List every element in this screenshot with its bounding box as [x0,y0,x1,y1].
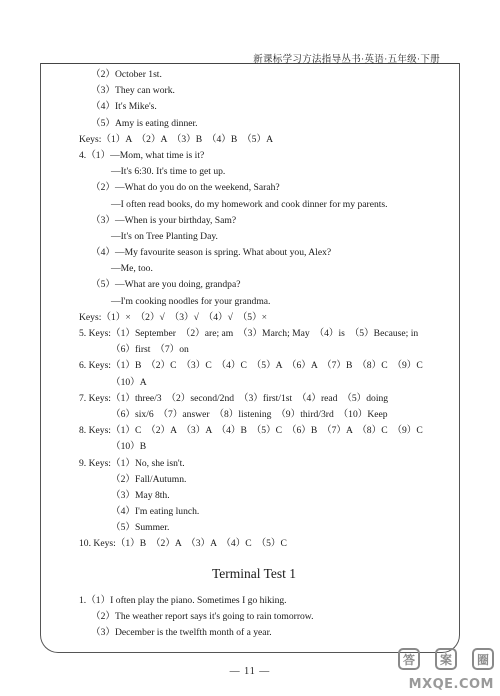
answer-line: （3）—When is your birthday, Sam? [91,214,237,226]
answer-line: 6. Keys:（1）B （2）C （3）C （4）C （5）A （6）A （7）B （8）C （9）C [79,360,423,372]
answer-line: 1.（1）I often play the piano. Sometimes I go hiking. [79,594,287,606]
answer-line: （2）The weather report says it's going to rain tomorrow. [91,610,314,622]
answer-line: （10）B [111,441,147,453]
answer-line: （2）Fall/Autumn. [111,473,187,485]
answer-line: Keys:（1）A （2）A （3）B （4）B （5）A [79,133,274,145]
answer-line: （6）six/6 （7）answer （8）listening （9）third/3rd （10）Keep [111,408,388,420]
answer-line: （6）first （7）on [111,344,189,356]
watermark-site: MXQE.COM [408,677,494,692]
answer-line: —Me, too. [111,263,153,275]
answer-line: （10）A [111,376,147,388]
header-title: 新课标学习方法指导丛书·英语·五年级·下册 [253,55,440,65]
watermark-glyph: 案 [435,648,457,670]
answer-line: （2）October 1st. [91,69,162,80]
answer-line: —I often read books, do my homework and cook dinner for my parents. [111,198,388,210]
watermark-glyph: 答 [398,648,420,670]
page-header [40,0,460,64]
answer-line: —It's on Tree Planting Day. [111,230,218,242]
answer-line: 9. Keys:（1）No, she isn't. [79,457,185,469]
answer-line: （3）They can work. [91,85,175,97]
answer-line: （4）I'm eating lunch. [111,506,200,518]
answer-line: —It's 6:30. It's time to get up. [111,166,226,178]
answer-line: 10. Keys:（1）B （2）A （3）A （4）C （5）C [79,538,287,550]
answer-line: （5）Amy is eating dinner. [91,117,198,129]
answer-line: Keys:（1）× （2）√ （3）√ （4）√ （5）× [79,311,268,323]
page-number: — 11 — [229,666,271,677]
answer-lines [79,67,449,553]
answer-content [79,67,449,641]
watermark-logo [398,648,494,692]
answer-line: —I'm cooking noodles for your grandma. [111,295,271,307]
answer-line: 7. Keys:（1）three/3 （2）second/2nd （3）first/1st （4）read （5）doing [79,392,389,404]
answer-line: （4）It's Mike's. [91,101,157,113]
answer-line: 5. Keys:（1）September （2）are; am （3）March; May （4）is （5）Because; in [79,328,419,339]
answer-line: （3）December is the twelfth month of a year. [91,627,272,638]
answer-line: （5）—What are you doing, grandpa? [91,279,241,291]
answer-line: 8. Keys:（1）C （2）A （3）A （4）B （5）C （6）B （7）A （8）C （9）C [79,425,423,437]
answer-line: （5）Summer. [111,522,170,534]
answer-line: 4.（1）—Mom, what time is it? [79,149,205,161]
answer-line: （2）—What do you do on the weekend, Sarah? [91,182,280,194]
watermark-glyph: 圈 [472,648,494,670]
section-title: Terminal Test 1 [211,565,297,581]
answer-line: （3）May 8th. [111,489,170,501]
watermark-badge [398,648,494,672]
answer-line: （4）—My favourite season is spring. What about you, Alex? [91,247,332,259]
answer-lines-terminal-test [79,593,449,642]
